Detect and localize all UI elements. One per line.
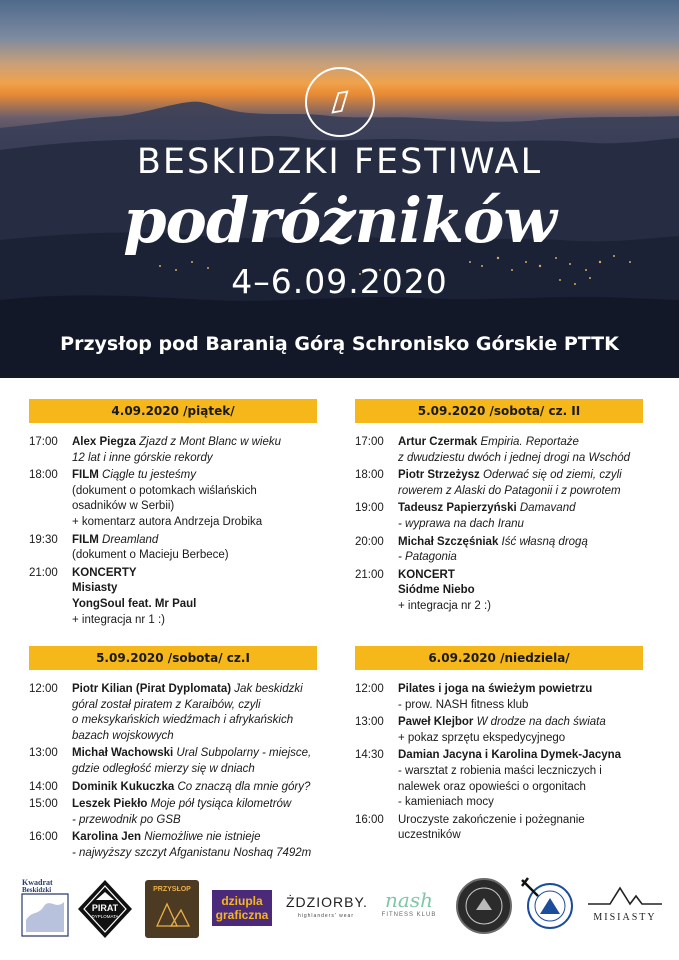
event-line <box>72 713 317 729</box>
day-header: 5.09.2020 /sobota/ cz. II <box>355 399 643 423</box>
event-description <box>398 568 643 615</box>
event-line <box>398 501 643 517</box>
event-speaker: Misiasty <box>72 582 118 595</box>
event-description <box>398 715 643 746</box>
event-time: 14:00 <box>29 780 58 793</box>
event-line <box>72 468 317 484</box>
event-title: z dwudziestu dwóch i jednej drogi na Wschód <box>398 451 631 464</box>
event-time: 16:00 <box>355 813 384 826</box>
event-description <box>398 435 643 466</box>
event-speaker: KONCERT <box>398 568 455 581</box>
dziupla-graficzna-logo <box>212 890 272 926</box>
event-time: 16:00 <box>29 831 58 844</box>
schedule-event <box>355 468 643 499</box>
event-title: Iść własną drogą <box>498 535 588 548</box>
event-line <box>72 435 317 451</box>
event-line <box>398 795 643 811</box>
event-time: 13:00 <box>355 716 384 729</box>
event-line <box>72 581 317 597</box>
event-title: rowerem z Alaski do Patagonii i z powrotem <box>398 484 621 497</box>
event-speaker: FILM <box>72 469 99 482</box>
schedule-event <box>355 748 643 810</box>
event-speaker: Artur Czermak <box>398 436 478 448</box>
event-speaker: Damian Jacyna i Karolina Dymek-Jacyna <box>398 749 622 762</box>
nash-logo-subtext: FITNESS KLUB <box>381 912 437 918</box>
event-speaker: Michał Wachowski <box>72 747 174 760</box>
event-time: 12:00 <box>355 683 384 695</box>
event-description <box>72 830 317 861</box>
event-line <box>398 715 643 731</box>
hero-banner <box>0 0 679 378</box>
event-speaker: Michał Szczęśniak <box>398 535 499 548</box>
event-time: 20:00 <box>355 535 384 548</box>
event-note: (dokument o Macieju Berbece) <box>72 549 229 562</box>
event-note: - prow. NASH fitness klub <box>398 698 529 711</box>
event-time: 13:00 <box>29 747 58 760</box>
event-line <box>72 533 317 549</box>
kwadrat-logo-text-2: Beskidzki <box>22 886 52 894</box>
event-line <box>398 698 643 714</box>
event-line <box>398 780 643 796</box>
event-description <box>398 535 643 566</box>
event-time: 19:00 <box>355 502 384 515</box>
event-description <box>398 682 643 713</box>
schedule-event <box>355 568 643 615</box>
event-line <box>72 682 317 698</box>
event-line <box>72 729 317 745</box>
nash-fitness-logo <box>372 888 446 924</box>
przyslop-logo <box>145 880 199 938</box>
event-note: osadników w Serbii) <box>72 500 175 513</box>
event-title: bazach wojskowych <box>72 729 174 742</box>
day-schedule-sunday <box>355 646 643 844</box>
event-time: 19:30 <box>29 533 58 546</box>
day-schedule-friday <box>29 399 317 628</box>
event-note: + komentarz autora Andrzeja Drobika <box>72 515 263 528</box>
event-description <box>72 682 317 744</box>
event-time: 17:00 <box>355 436 384 448</box>
event-title: Zjazd z Mont Blanc w wieku <box>135 436 282 448</box>
schedule-event <box>355 682 643 713</box>
event-time: 17:00 <box>29 436 58 448</box>
event-line <box>72 698 317 714</box>
event-speaker: FILM <box>72 533 99 546</box>
event-line <box>72 515 317 531</box>
event-note: + pokaz sprzętu ekspedycyjnego <box>398 731 566 744</box>
przyslop-logo-text: PRZYSŁOP <box>153 886 191 893</box>
event-description <box>398 748 643 810</box>
event-speaker: Leszek Piekło <box>72 798 148 811</box>
event-list <box>355 682 643 844</box>
event-list <box>355 435 643 615</box>
day-schedule-saturday-part1 <box>29 646 317 862</box>
zdziorby-logo-text: ŻDZIORBY. <box>286 894 368 910</box>
schedule-event <box>355 715 643 746</box>
misiasty-logo <box>586 884 664 930</box>
sponsor-logos <box>0 872 679 942</box>
event-line <box>72 797 317 813</box>
event-time: 21:00 <box>355 568 384 581</box>
schedule-event <box>29 435 317 466</box>
event-description <box>398 501 643 532</box>
event-line <box>72 613 317 629</box>
event-title: Damavand <box>516 502 576 515</box>
schedule-event <box>355 813 643 844</box>
event-line <box>398 583 643 599</box>
festival-title: BESKIDZKI FESTIWAL <box>136 142 543 182</box>
event-title: góral został piratem z Karaibów, czyli <box>72 698 261 711</box>
dziupla-logo-text-2: graficzna <box>215 908 269 922</box>
event-title: Ciągle tu jesteśmy <box>98 469 196 482</box>
event-speaker: Paweł Klejbor <box>398 716 474 729</box>
day-header: 5.09.2020 /sobota/ cz.I <box>29 646 317 670</box>
event-title: Co znaczą dla mnie góry? <box>174 780 311 793</box>
event-speaker: Piotr Kilian (Pirat Dyplomata) <box>72 683 232 695</box>
event-speaker: Alex Piegza <box>72 436 136 448</box>
event-description <box>72 468 317 530</box>
schedule-event <box>29 468 317 530</box>
event-line <box>398 813 643 829</box>
event-line <box>398 468 643 484</box>
event-description <box>398 468 643 499</box>
schedule-event <box>29 780 317 796</box>
event-line <box>398 731 643 747</box>
kwadrat-beskidzki-logo <box>18 880 72 938</box>
event-title: 12 lat i inne górskie rekordy <box>72 451 213 464</box>
festival-subtitle: podróżników <box>123 184 556 257</box>
schedule-event <box>29 566 317 628</box>
day-header: 4.09.2020 /piątek/ <box>29 399 317 423</box>
schedule-event <box>29 682 317 744</box>
event-title: - wyprawa na dach Iranu <box>398 517 524 530</box>
event-line <box>398 764 643 780</box>
pirat-dyplomata-logo <box>76 878 134 940</box>
event-speaker: Dominik Kukuczka <box>72 780 175 793</box>
event-line <box>72 451 317 467</box>
event-speaker: Pilates i joga na świeżym powietrzu <box>398 683 593 695</box>
compass-icon <box>305 67 375 137</box>
event-time: 18:00 <box>355 469 384 482</box>
event-speaker: Karolina Jen <box>72 831 142 844</box>
event-speaker: KONCERTY <box>72 566 137 579</box>
day-header: 6.09.2020 /niedziela/ <box>355 646 643 670</box>
event-line <box>398 451 643 467</box>
event-line <box>72 813 317 829</box>
pirat-logo-subtext: DYPLOMATA <box>91 914 119 919</box>
climber-club-logo <box>518 876 578 936</box>
dziupla-logo-text-1: dziupla <box>221 894 263 908</box>
event-description <box>72 566 317 628</box>
event-line <box>72 484 317 500</box>
event-title: Moje pół tysiąca kilometrów <box>147 798 292 811</box>
event-line <box>398 517 643 533</box>
event-title: - Patagonia <box>398 551 457 564</box>
event-time: 18:00 <box>29 469 58 482</box>
event-line <box>398 748 643 764</box>
schedule-event <box>29 746 317 777</box>
event-line <box>72 830 317 846</box>
event-note: - kamieniach mocy <box>398 796 494 809</box>
event-line <box>398 682 643 698</box>
event-title: Jak beskidzki <box>231 683 303 695</box>
event-description <box>72 797 317 828</box>
event-title: Empiria. Reportaże <box>477 436 579 448</box>
misiasty-logo-text: MISIASTY <box>593 912 657 923</box>
event-title: Ural Subpolarny - miejsce, <box>173 747 312 760</box>
pirat-logo-text: PIRAT <box>91 903 119 913</box>
event-note: - warsztat z robienia maści leczniczych i <box>398 764 602 777</box>
event-note: Uroczyste zakończenie i pożegnanie <box>398 813 585 826</box>
event-line <box>72 548 317 564</box>
event-note: (dokument o potomkach wiślańskich <box>72 484 257 497</box>
round-badge-logo <box>456 878 512 934</box>
event-title: Niemożliwe nie istnieje <box>141 831 261 844</box>
event-description <box>72 435 317 466</box>
event-title: - najwyższy szczyt Afganistanu Noshaq 7492m <box>72 846 312 859</box>
event-list <box>29 435 317 628</box>
event-note: uczestników <box>398 829 461 842</box>
event-line <box>72 846 317 862</box>
event-line <box>72 566 317 582</box>
event-description <box>398 813 643 844</box>
event-line <box>72 762 317 778</box>
event-title: - przewodnik po GSB <box>72 813 181 826</box>
event-speaker: Siódme Niebo <box>398 584 475 597</box>
nash-logo-text: nash <box>385 888 433 912</box>
event-note: + integracja nr 1 :) <box>72 613 166 626</box>
schedule-event <box>29 797 317 828</box>
schedule-event <box>29 533 317 564</box>
schedule-event <box>355 535 643 566</box>
schedule-event <box>355 435 643 466</box>
event-line <box>72 499 317 515</box>
event-note: + integracja nr 2 :) <box>398 599 492 612</box>
schedule-event <box>29 830 317 861</box>
event-speaker: Tadeusz Papierzyński <box>398 502 517 515</box>
day-schedule-saturday-part2 <box>355 399 643 615</box>
event-time: 12:00 <box>29 683 58 695</box>
event-time: 15:00 <box>29 798 58 811</box>
event-note: nalewek oraz opowieści o orgonitach <box>398 780 586 793</box>
event-line <box>398 550 643 566</box>
event-description <box>72 746 317 777</box>
kwadrat-logo-text-1: Kwadrat <box>22 878 53 887</box>
event-line <box>398 435 643 451</box>
event-time: 21:00 <box>29 566 58 579</box>
zdziorby-logo <box>286 894 366 924</box>
event-description <box>72 780 317 796</box>
event-line <box>398 535 643 551</box>
event-time: 14:30 <box>355 749 384 762</box>
event-list <box>29 682 317 862</box>
event-line <box>72 746 317 762</box>
event-line <box>72 780 317 796</box>
event-title: Dreamland <box>98 533 159 546</box>
event-line <box>72 597 317 613</box>
event-title: W drodze na dach świata <box>473 716 606 729</box>
event-line <box>398 828 643 844</box>
event-title: o meksykańskich wiedźmach i afrykańskich <box>72 714 294 727</box>
event-speaker: Piotr Strzeżysz <box>398 469 480 482</box>
event-title: Oderwać się od ziemi, czyli <box>479 469 622 482</box>
event-line <box>398 568 643 584</box>
event-description <box>72 533 317 564</box>
festival-dates: 4–6.09.2020 <box>231 262 448 301</box>
event-line <box>398 599 643 615</box>
event-line <box>398 484 643 500</box>
event-title: gdzie odległość mierzy się w dniach <box>72 762 255 775</box>
event-speaker: YongSoul feat. Mr Paul <box>72 597 197 610</box>
festival-venue: Przysłop pod Baranią Górą Schronisko Górskie PTTK <box>60 333 619 355</box>
zdziorby-logo-subtext: highlanders' wear <box>297 913 355 919</box>
schedule-event <box>355 501 643 532</box>
